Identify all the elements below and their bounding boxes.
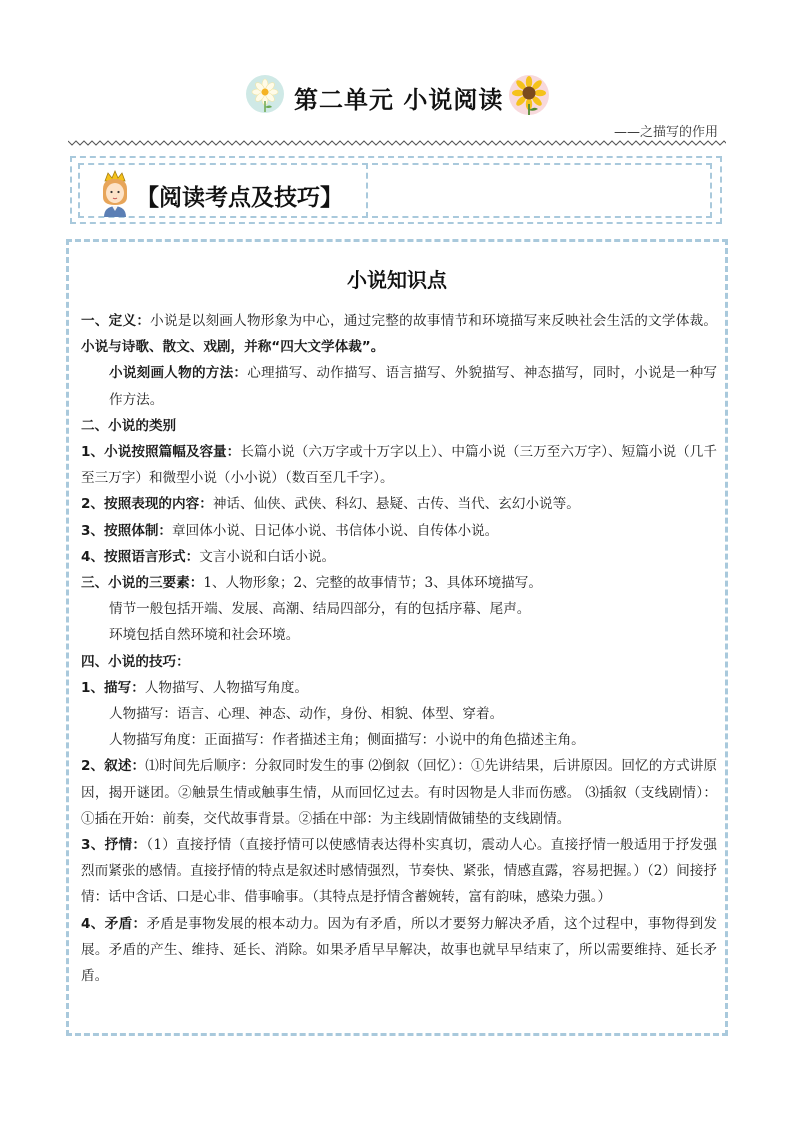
heading-techniques: 四、小说的技巧： (81, 653, 190, 670)
banner-title: 【阅读考点及技巧】 (136, 185, 343, 211)
paragraph-definition: 一、定义：小说是以刻画人物形象为中心，通过完整的故事情节和环境描写来反映社会生活的文学体裁。小说与诗歌、散文、戏剧，并称“四大文学体裁”。 (81, 313, 717, 356)
banner-right-box (372, 163, 712, 218)
paragraph-conflict: 4、矛盾：矛盾是事物发展的根本动力。因为有矛盾，所以才要努力解决矛盾，这个过程中，事物得到发展。矛盾的产生、维持、延长、消除。如果矛盾早早解决，故事也就早早结束了，所以需要维持、延长矛盾。 (81, 915, 717, 985)
paragraph-by-format: 3、按照体制：章回体小说、日记体小说、书信体小说、自传体小说。 (81, 522, 499, 539)
paragraph-character-description: 人物描写：语言、心理、神态、动作，身份、相貌、体型、穿着。 (109, 706, 504, 723)
content-body (81, 308, 717, 989)
banner-title-box (78, 163, 368, 218)
section-heading: 小说知识点 (347, 268, 447, 292)
paragraph-by-language: 4、按照语言形式：文言小说和白话小说。 (81, 548, 336, 565)
knowledge-box (66, 239, 728, 1036)
page-subtitle: ——之描写的作用 (613, 125, 718, 140)
paragraph-description-angle: 人物描写角度：正面描写：作者描述主角；侧面描写：小说中的角色描述主角。 (109, 732, 585, 749)
prince-avatar-icon (94, 169, 136, 219)
paragraph-description: 1、描写：人物描写、人物描写角度。 (81, 679, 308, 696)
paragraph-by-content: 2、按照表现的内容：神话、仙侠、武侠、科幻、悬疑、古传、当代、玄幻小说等。 (81, 496, 580, 513)
header (0, 74, 794, 118)
paragraph-character-methods: 小说刻画人物的方法：心理描写、动作描写、语言描写、外貌描写、神态描写，同时，小说是一种写作方法。 (109, 365, 717, 408)
paragraph-by-length: 1、小说按照篇幅及容量：长篇小说（六万字或十万字以上）、中篇小说（三万至六万字）、短篇小说（几千至三万字）和微型小说（小小说）（数百至几千字）。 (81, 444, 717, 487)
page-title: 第二单元 小说阅读 (294, 86, 504, 114)
paragraph-three-elements: 三、小说的三要素：1、人物形象；2、完整的故事情节；3、具体环境描写。 (81, 575, 542, 592)
daisy-flower-icon (245, 74, 285, 114)
section-banner (70, 156, 722, 224)
heading-categories: 二、小说的类别 (81, 417, 177, 434)
sunflower-icon (508, 74, 550, 116)
paragraph-narration: 2、叙述：⑴时间先后顺序：分叙同时发生的事 ⑵倒叙（回忆）：①先讲结果，后讲原因。回忆的方式讲原因，揭开谜团。②触景生情或触事生情，从而回忆过去。有时因物是人非而伤感。 ⑶插叙（支线剧情）：①插在开始：前奏，交代故事背景。②插在中部：为主线剧情做铺垫的支线剧情。 (81, 758, 717, 827)
paragraph-plot: 情节一般包括开端、发展、高潮、结局四部分，有的包括序幕、尾声。 (109, 601, 531, 618)
paragraph-environment: 环境包括自然环境和社会环境。 (109, 627, 300, 644)
paragraph-lyricism: 3、抒情：（1）直接抒情（直接抒情可以使感情表达得朴实真切，震动人心。直接抒情一般适用于抒发强烈而紧张的感情。直接抒情的特点是叙述时感情强烈，节奏快、紧张，情感直露，容易把握。）（2）间接抒情：话中含话、口是心非、借事喻事。（其特点是抒情含蓄婉转，富有韵味，感染力强。） (81, 837, 717, 906)
wave-divider (68, 138, 726, 150)
